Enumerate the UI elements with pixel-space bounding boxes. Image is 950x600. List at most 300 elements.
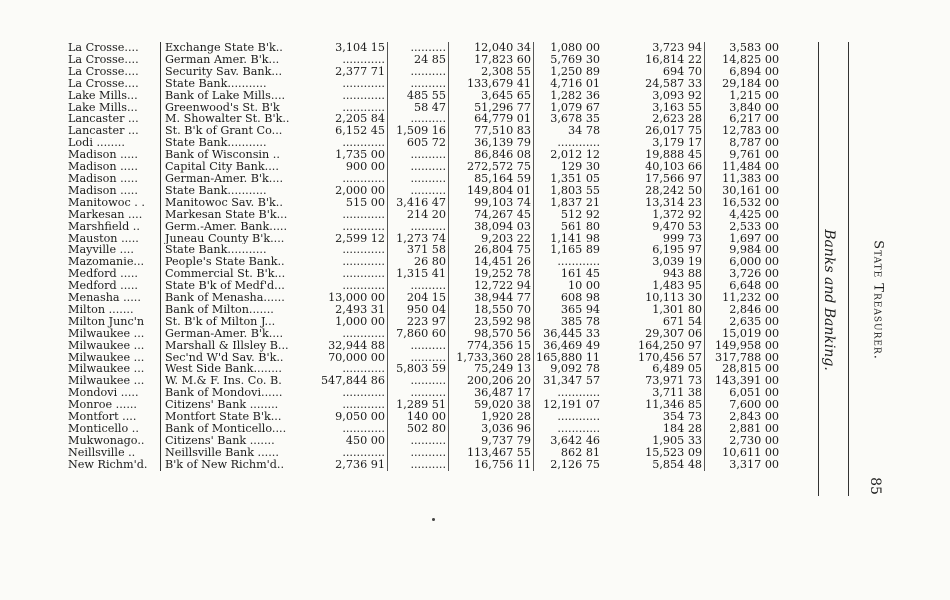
amount-cell-6: 6,648 00 <box>705 280 782 292</box>
amount-cell-6: 6,000 00 <box>705 256 782 268</box>
table-row <box>68 125 781 137</box>
city-cell: Manitowoc . . <box>68 196 145 209</box>
bank-name-cell: Sec'nd W'd Sav. B'k.. <box>161 352 304 364</box>
amount-cell-5: 13,314 23 <box>645 196 703 209</box>
amount-cell-3: 17,823 60 <box>449 54 534 66</box>
amount-cell-6: 16,532 00 <box>705 197 782 209</box>
amount-cell-2: .......... <box>388 340 449 352</box>
amount-cell-3: 59,020 38 <box>449 399 534 411</box>
amount-cell-5: 28,242 50 <box>645 184 703 197</box>
table-row <box>68 256 781 268</box>
bank-name-cell: State B'k of Medf'd... <box>161 280 304 292</box>
city-cell: New Richm'd. <box>68 458 148 471</box>
amount-cell-3: 16,756 11 <box>449 459 534 471</box>
amount-cell-6: 9,984 00 <box>705 244 782 256</box>
bank-name-cell: Citizens' Bank ........ <box>161 399 304 411</box>
table-row <box>68 447 781 459</box>
amount-cell-5: 3,179 17 <box>652 137 703 150</box>
table-row <box>68 233 781 245</box>
city-cell: La Crosse.... <box>68 65 139 78</box>
amount-cell-6: 2,846 00 <box>705 304 782 316</box>
amount-cell-6: 2,843 00 <box>705 411 782 423</box>
stray-mark <box>432 518 435 521</box>
city-cell: Monticello .. <box>68 423 139 435</box>
amount-cell-5: 1,372 92 <box>652 208 703 221</box>
bank-name-cell: State Bank........... <box>161 137 304 149</box>
city-cell: Milwaukee ... <box>68 327 145 340</box>
amount-cell-4: 385 78 <box>534 316 603 328</box>
city-cell: Madison ..... <box>68 184 138 197</box>
bank-name-cell: Bank of Milton....... <box>161 304 304 316</box>
amount-cell-5: 26,017 75 <box>645 125 703 138</box>
city-cell: Madison ..... <box>68 149 138 162</box>
amount-cell-2: 7,860 60 <box>388 328 449 340</box>
amount-cell-1: 1,735 00 <box>335 149 385 162</box>
bank-name-cell: Bank of Lake Mills.... <box>161 90 304 102</box>
amount-cell-6: 29,184 00 <box>705 78 782 90</box>
amount-cell-4: 1,803 55 <box>534 185 603 197</box>
amount-cell-4: ............ <box>534 411 603 423</box>
amount-cell-4: 10 00 <box>534 280 603 292</box>
bank-name-cell: Manitowoc Sav. B'k.. <box>161 197 304 209</box>
amount-cell-1: ............ <box>342 280 385 293</box>
amount-cell-1: 13,000 00 <box>328 292 385 304</box>
amount-cell-5: 999 73 <box>662 232 703 245</box>
amount-cell-1: ............ <box>342 399 385 412</box>
amount-cell-5: 1,483 95 <box>652 280 703 293</box>
amount-cell-2: 1,289 51 <box>388 399 449 411</box>
amount-cell-5: 17,566 97 <box>645 172 703 185</box>
city-cell: Medford ..... <box>68 268 138 281</box>
amount-cell-5: 164,250 97 <box>638 339 703 352</box>
amount-cell-1: ............ <box>342 446 385 459</box>
amount-cell-3: 77,510 83 <box>449 125 534 137</box>
amount-cell-2: 58 47 <box>388 102 449 114</box>
bank-name-cell: Germ.-Amer. Bank..... <box>161 221 304 233</box>
amount-cell-1: 70,000 00 <box>328 351 385 364</box>
amount-cell-6: 2,533 00 <box>705 221 782 233</box>
amount-cell-2: 5,803 59 <box>388 363 449 375</box>
amount-cell-5: 3,711 38 <box>652 387 703 400</box>
amount-cell-1: 32,944 88 <box>328 339 385 352</box>
amount-cell-3: 85,164 59 <box>449 173 534 185</box>
amount-cell-3: 774,356 15 <box>449 340 534 352</box>
bank-name-cell: Exchange State B'k.. <box>161 42 304 54</box>
amount-cell-1: 515 00 <box>345 196 385 209</box>
amount-cell-6: 15,019 00 <box>705 328 782 340</box>
amount-cell-1: ............ <box>342 387 385 400</box>
amount-cell-6: 12,783 00 <box>705 125 782 137</box>
amount-cell-4: 161 45 <box>534 268 603 280</box>
amount-cell-4: 3,678 35 <box>534 113 603 125</box>
amount-cell-4: 2,126 75 <box>534 459 603 471</box>
city-cell: Menasha ..... <box>68 292 141 304</box>
city-cell: Lake Mills... <box>68 101 138 114</box>
city-cell: Lancaster ... <box>68 113 139 126</box>
section-title: Banks and Banking. <box>821 229 837 371</box>
amount-cell-3: 26,804 75 <box>449 244 534 256</box>
amount-cell-5: 2,623 28 <box>652 113 703 126</box>
amount-cell-6: 10,611 00 <box>705 447 782 459</box>
amount-cell-4: ............ <box>534 256 603 268</box>
amount-cell-4: 12,191 07 <box>534 399 603 411</box>
amount-cell-6: 4,425 00 <box>705 209 782 221</box>
bank-ledger-table <box>68 42 781 471</box>
amount-cell-3: 36,487 17 <box>449 387 534 399</box>
amount-cell-4: 36,469 49 <box>534 340 603 352</box>
bank-name-cell: Marshall & Illsley B... <box>161 340 304 352</box>
amount-cell-6: 6,051 00 <box>705 387 782 399</box>
amount-cell-6: 11,383 00 <box>705 173 782 185</box>
amount-cell-2: 204 15 <box>388 292 449 304</box>
amount-cell-5: 3,723 94 <box>652 42 703 54</box>
table-row <box>68 209 781 221</box>
city-cell: Madison ..... <box>68 172 138 185</box>
city-cell: Milwaukee ... <box>68 375 145 388</box>
amount-cell-2: .......... <box>388 149 449 161</box>
amount-cell-3: 12,722 94 <box>449 280 534 292</box>
amount-cell-3: 74,267 45 <box>449 209 534 221</box>
amount-cell-6: 2,730 00 <box>705 435 782 447</box>
amount-cell-6: 8,787 00 <box>705 137 782 149</box>
amount-cell-2: 24 85 <box>388 54 449 66</box>
amount-cell-5: 9,470 53 <box>652 220 703 233</box>
amount-cell-6: 149,958 00 <box>705 340 782 352</box>
amount-cell-4: 1,079 67 <box>534 102 603 114</box>
amount-cell-4: ............ <box>534 423 603 435</box>
amount-cell-2: 485 55 <box>388 90 449 102</box>
amount-cell-1: 9,050 00 <box>335 411 385 423</box>
amount-cell-1: 547,844 86 <box>320 375 385 388</box>
amount-cell-3: 86,846 08 <box>449 149 534 161</box>
amount-cell-1: ............ <box>342 208 385 221</box>
amount-cell-3: 19,252 78 <box>449 268 534 280</box>
amount-cell-1: ............ <box>342 53 385 66</box>
amount-cell-3: 98,570 56 <box>449 328 534 340</box>
amount-cell-3: 272,572 75 <box>449 161 534 173</box>
amount-cell-2: .......... <box>388 42 449 54</box>
amount-cell-4: 1,141 98 <box>534 233 603 245</box>
amount-cell-2: 140 00 <box>388 411 449 423</box>
table-row <box>68 78 781 90</box>
bank-name-cell: Juneau County B'k.... <box>161 233 304 245</box>
amount-cell-2: .......... <box>388 78 449 90</box>
amount-cell-1: 900 00 <box>345 161 385 173</box>
table-row <box>68 411 781 423</box>
bank-name-cell: Commercial St. B'k... <box>161 268 304 280</box>
table-row <box>68 352 781 364</box>
amount-cell-5: 694 70 <box>662 65 703 78</box>
amount-cell-1: 2,599 12 <box>335 232 385 245</box>
amount-cell-5: 40,103 66 <box>645 161 703 173</box>
city-cell: Milton ....... <box>68 303 134 316</box>
amount-cell-6: 30,161 00 <box>705 185 782 197</box>
bank-name-cell: Bank of Wisconsin .. <box>161 149 304 161</box>
amount-cell-3: 75,249 13 <box>449 363 534 375</box>
amount-cell-3: 18,550 70 <box>449 304 534 316</box>
amount-cell-5: 10,113 30 <box>645 292 703 304</box>
table-row <box>68 161 781 173</box>
city-cell: Lancaster ... <box>68 125 139 138</box>
amount-cell-2: 950 04 <box>388 304 449 316</box>
amount-cell-6: 14,825 00 <box>705 54 782 66</box>
amount-cell-1: ............ <box>342 137 385 150</box>
amount-cell-4: 1,165 89 <box>534 244 603 256</box>
amount-cell-3: 3,036 96 <box>449 423 534 435</box>
amount-cell-4: 365 94 <box>534 304 603 316</box>
amount-cell-2: .......... <box>388 66 449 78</box>
city-cell: La Crosse.... <box>68 42 139 54</box>
amount-cell-3: 12,040 34 <box>449 42 534 54</box>
city-cell: Markesan .... <box>68 208 143 221</box>
ledger-body <box>68 42 781 471</box>
amount-cell-6: 3,726 00 <box>705 268 782 280</box>
bank-name-cell: Capital City Bank.... <box>161 161 304 173</box>
table-row <box>68 328 781 340</box>
amount-cell-5: 5,854 48 <box>652 458 703 471</box>
amount-cell-3: 36,139 79 <box>449 137 534 149</box>
table-row <box>68 185 781 197</box>
amount-cell-4: 512 92 <box>534 209 603 221</box>
table-row <box>68 268 781 280</box>
amount-cell-2: 3,416 47 <box>388 197 449 209</box>
amount-cell-4: 31,347 57 <box>534 375 603 387</box>
amount-cell-4: 129 30 <box>534 161 603 173</box>
amount-cell-1: 6,152 45 <box>335 125 385 138</box>
amount-cell-4: 608 98 <box>534 292 603 304</box>
amount-cell-5: 6,489 05 <box>652 363 703 376</box>
city-cell: Lodi ........ <box>68 137 125 150</box>
table-row <box>68 399 781 411</box>
table-row <box>68 102 781 114</box>
table-row <box>68 113 781 125</box>
amount-cell-3: 2,308 55 <box>449 66 534 78</box>
amount-cell-2: 502 80 <box>388 423 449 435</box>
amount-cell-4: 165,880 11 <box>534 352 603 364</box>
table-row <box>68 435 781 447</box>
amount-cell-5: 73,971 73 <box>645 375 703 388</box>
bank-name-cell: M. Showalter St. B'k.. <box>161 113 304 125</box>
amount-cell-2: .......... <box>388 173 449 185</box>
amount-cell-4: ............ <box>534 387 603 399</box>
amount-cell-3: 113,467 55 <box>449 447 534 459</box>
amount-cell-6: 317,788 00 <box>705 352 782 364</box>
amount-cell-6: 3,583 00 <box>705 42 782 54</box>
amount-cell-5: 6,195 97 <box>652 244 703 257</box>
bank-name-cell: St. B'k of Grant Co... <box>161 125 304 137</box>
amount-cell-5: 15,523 09 <box>645 446 703 459</box>
amount-cell-3: 133,679 41 <box>449 78 534 90</box>
table-row <box>68 340 781 352</box>
amount-cell-1: 450 00 <box>345 434 385 447</box>
amount-cell-1: ............ <box>342 101 385 114</box>
bank-name-cell: Markesan State B'k... <box>161 209 304 221</box>
city-cell: Mayville .... <box>68 244 134 257</box>
amount-cell-2: .......... <box>388 375 449 387</box>
city-cell: Madison ..... <box>68 161 138 173</box>
amount-cell-4: 1,080 00 <box>534 42 603 54</box>
bank-name-cell: West Side Bank........ <box>161 363 304 375</box>
amount-cell-3: 149,804 01 <box>449 185 534 197</box>
city-cell: Mondovi ..... <box>68 387 139 400</box>
amount-cell-4: 4,716 01 <box>534 78 603 90</box>
amount-cell-1: ............ <box>342 363 385 376</box>
bank-name-cell: Neillsville Bank ...... <box>161 447 304 459</box>
amount-cell-1: ............ <box>342 172 385 185</box>
amount-cell-2: .......... <box>388 280 449 292</box>
bank-name-cell: Citizens' Bank ....... <box>161 435 304 447</box>
city-cell: Milwaukee ... <box>68 339 145 352</box>
amount-cell-5: 671 54 <box>662 315 703 328</box>
amount-cell-3: 14,451 26 <box>449 256 534 268</box>
amount-cell-6: 2,881 00 <box>705 423 782 435</box>
city-cell: Mukwonago.. <box>68 434 145 447</box>
table-row <box>68 316 781 328</box>
amount-cell-2: 371 58 <box>388 244 449 256</box>
city-cell: Milwaukee ... <box>68 363 145 376</box>
amount-cell-5: 29,307 06 <box>645 327 703 340</box>
amount-cell-4: 561 80 <box>534 221 603 233</box>
city-cell: Montfort .... <box>68 411 137 423</box>
amount-cell-2: 605 72 <box>388 137 449 149</box>
city-cell: Lake Mills... <box>68 89 138 102</box>
amount-cell-4: 5,769 30 <box>534 54 603 66</box>
city-cell: Marshfield .. <box>68 220 140 233</box>
amount-cell-2: 1,509 16 <box>388 125 449 137</box>
amount-cell-5: 24,587 33 <box>645 77 703 90</box>
amount-cell-1: 1,000 00 <box>335 315 385 328</box>
amount-cell-2: .......... <box>388 221 449 233</box>
bank-name-cell: Greenwood's St. B'k <box>161 102 304 114</box>
amount-cell-2: .......... <box>388 435 449 447</box>
amount-cell-1: ............ <box>342 220 385 233</box>
bank-name-cell: State Bank........... <box>161 185 304 197</box>
bank-name-cell: State Bank........... <box>161 244 304 256</box>
city-cell: Monroe ...... <box>68 399 137 412</box>
amount-cell-2: 1,315 41 <box>388 268 449 280</box>
page-number: 85 <box>866 477 883 495</box>
amount-cell-5: 354 73 <box>662 411 703 423</box>
amount-cell-4: 3,642 46 <box>534 435 603 447</box>
running-title: State Treasurer. <box>870 240 886 360</box>
amount-cell-5: 184 28 <box>662 423 703 435</box>
amount-cell-4: 34 78 <box>534 125 603 137</box>
amount-cell-5: 19,888 45 <box>645 149 703 162</box>
amount-cell-1: 2,377 71 <box>335 65 385 78</box>
bank-name-cell: W. M.& F. Ins. Co. B. <box>161 375 304 387</box>
amount-cell-2: .......... <box>388 352 449 364</box>
amount-cell-5: 170,456 57 <box>638 351 703 364</box>
amount-cell-6: 28,815 00 <box>705 363 782 375</box>
table-row <box>68 221 781 233</box>
table-row <box>68 280 781 292</box>
bank-name-cell: B'k of New Richm'd.. <box>161 459 304 471</box>
amount-cell-6: 3,840 00 <box>705 102 782 114</box>
amount-cell-1: ............ <box>342 327 385 340</box>
amount-cell-5: 16,814 22 <box>645 53 703 66</box>
bank-name-cell: St. B'k of Milton J... <box>161 316 304 328</box>
table-row <box>68 244 781 256</box>
amount-cell-6: 11,232 00 <box>705 292 782 304</box>
amount-cell-3: 200,206 20 <box>449 375 534 387</box>
amount-cell-3: 51,296 77 <box>449 102 534 114</box>
amount-cell-3: 9,737 79 <box>449 435 534 447</box>
table-row <box>68 459 781 471</box>
amount-cell-6: 7,600 00 <box>705 399 782 411</box>
table-row <box>68 42 781 54</box>
amount-cell-1: 2,000 00 <box>335 184 385 197</box>
city-cell: Milton Junc'n <box>68 315 145 328</box>
margin-rule-left <box>818 42 819 496</box>
amount-cell-6: 11,484 00 <box>705 161 782 173</box>
amount-cell-4: 1,837 21 <box>534 197 603 209</box>
amount-cell-1: ............ <box>342 77 385 90</box>
amount-cell-5: 1,301 80 <box>652 303 703 316</box>
table-row <box>68 197 781 209</box>
amount-cell-2: .......... <box>388 459 449 471</box>
amount-cell-6: 6,217 00 <box>705 113 782 125</box>
amount-cell-3: 1,920 28 <box>449 411 534 423</box>
amount-cell-4: 1,250 89 <box>534 66 603 78</box>
table-row <box>68 137 781 149</box>
amount-cell-2: .......... <box>388 161 449 173</box>
amount-cell-5: 3,093 92 <box>652 89 703 102</box>
amount-cell-4: 2,012 12 <box>534 149 603 161</box>
amount-cell-6: 9,761 00 <box>705 149 782 161</box>
amount-cell-6: 143,391 00 <box>705 375 782 387</box>
amount-cell-2: 214 20 <box>388 209 449 221</box>
amount-cell-1: 2,205 84 <box>335 113 385 126</box>
table-row <box>68 363 781 375</box>
amount-cell-2: 1,273 74 <box>388 233 449 245</box>
table-row <box>68 304 781 316</box>
table-row <box>68 149 781 161</box>
amount-cell-4: 1,282 36 <box>534 90 603 102</box>
amount-cell-5: 1,905 33 <box>652 434 703 447</box>
amount-cell-1: 3,104 15 <box>335 42 385 54</box>
bank-name-cell: Security Sav. Bank... <box>161 66 304 78</box>
amount-cell-3: 1,733,360 28 <box>449 352 534 364</box>
city-cell: Milwaukee ... <box>68 351 145 364</box>
amount-cell-6: 1,697 00 <box>705 233 782 245</box>
amount-cell-3: 64,779 01 <box>449 113 534 125</box>
amount-cell-6: 1,215 00 <box>705 90 782 102</box>
table-row <box>68 423 781 435</box>
amount-cell-2: .......... <box>388 185 449 197</box>
amount-cell-5: 943 88 <box>662 268 703 281</box>
table-row <box>68 173 781 185</box>
amount-cell-1: ............ <box>342 89 385 102</box>
amount-cell-2: .......... <box>388 447 449 459</box>
amount-cell-3: 38,094 03 <box>449 221 534 233</box>
bank-name-cell: Bank of Monticello.... <box>161 423 304 435</box>
bank-name-cell: Montfort State B'k... <box>161 411 304 423</box>
amount-cell-2: 26 80 <box>388 256 449 268</box>
table-row <box>68 54 781 66</box>
amount-cell-1: ............ <box>342 256 385 269</box>
city-cell: Neillsville .. <box>68 446 136 459</box>
amount-cell-4: 1,351 05 <box>534 173 603 185</box>
city-cell: La Crosse.... <box>68 53 139 66</box>
amount-cell-1: 2,493 31 <box>335 303 385 316</box>
amount-cell-6: 3,317 00 <box>705 459 782 471</box>
amount-cell-5: 3,039 19 <box>652 256 703 269</box>
city-cell: Mazomanie... <box>68 256 145 269</box>
table-row <box>68 66 781 78</box>
amount-cell-4: 36,445 33 <box>534 328 603 340</box>
amount-cell-3: 3,645 65 <box>449 90 534 102</box>
amount-cell-3: 99,103 74 <box>449 197 534 209</box>
